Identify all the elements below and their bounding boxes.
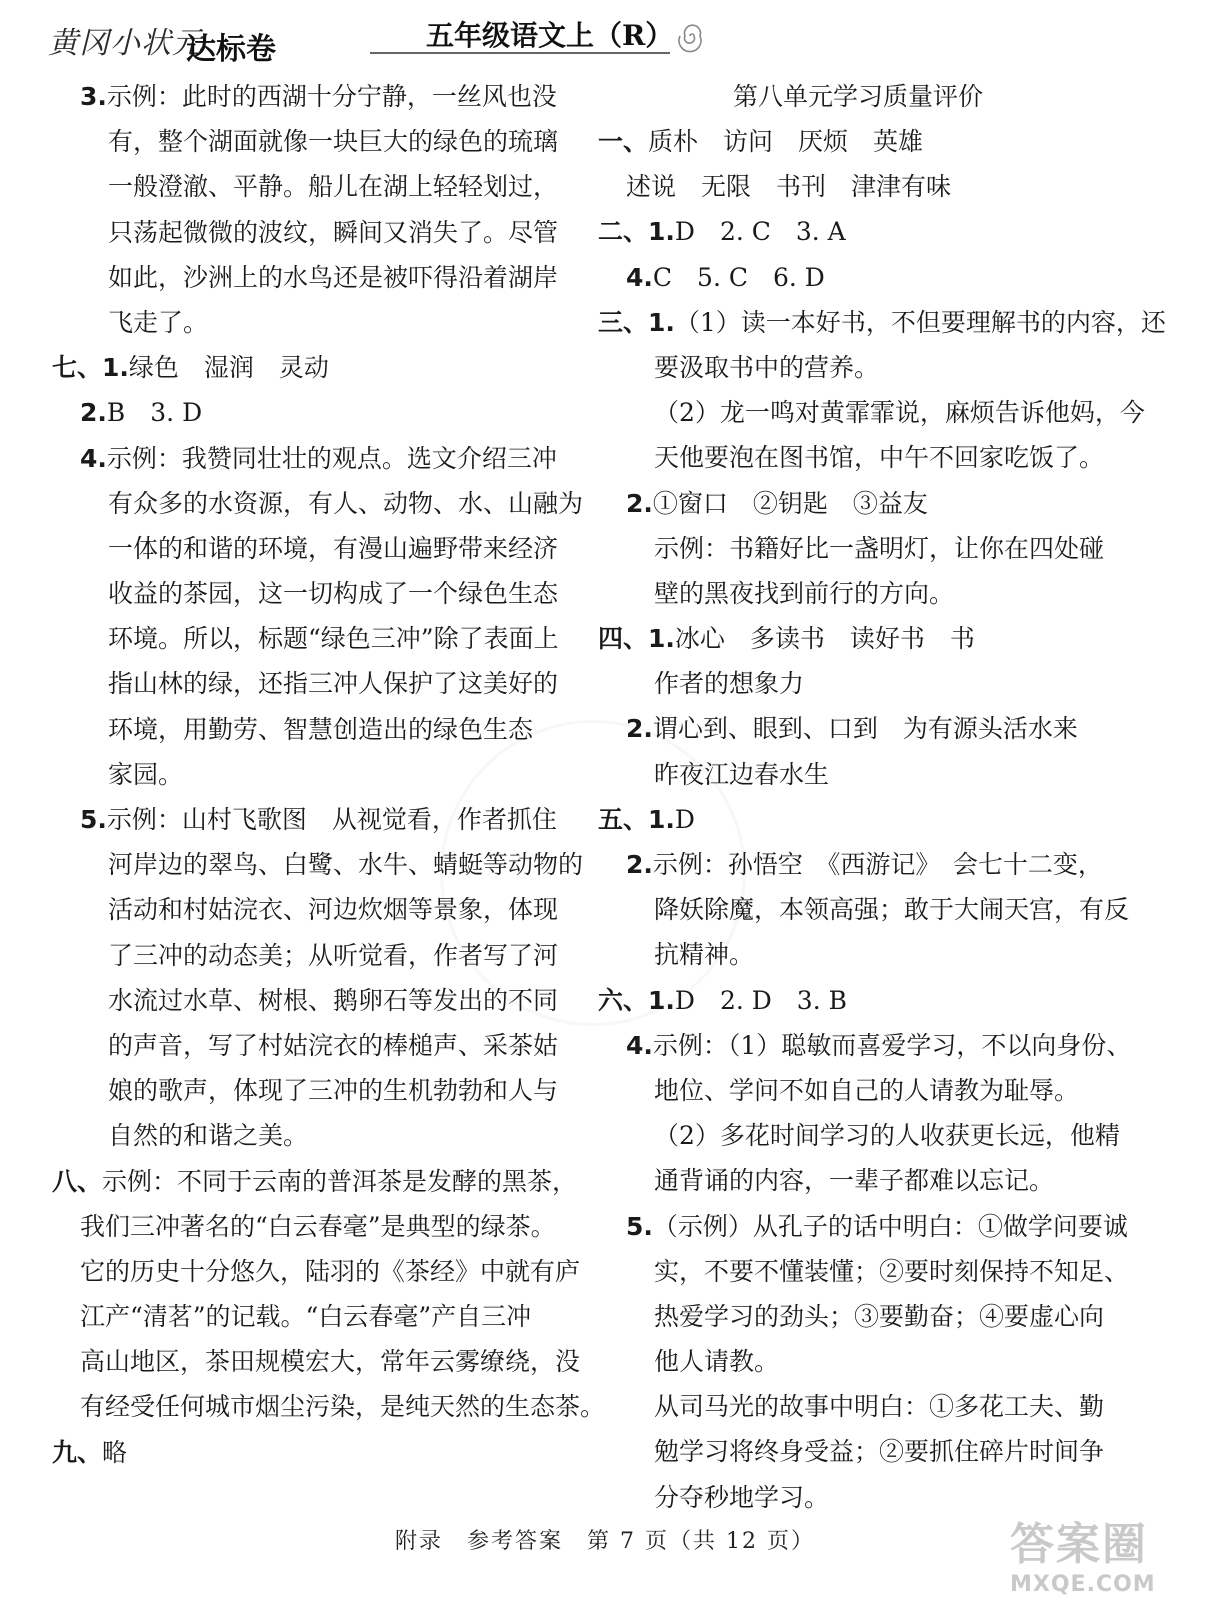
answer-text: 分夺秒地学习。 xyxy=(654,1482,830,1512)
brand-tag: 达标卷 xyxy=(186,32,276,67)
answer-line xyxy=(52,842,584,887)
answer-text: 水流过水草、树根、鹅卵石等发出的不同 xyxy=(108,985,559,1015)
answer-line xyxy=(598,481,1118,526)
stamp-title: 答案圈 xyxy=(1010,1519,1148,1570)
answer-text: 有，整个湖面就像一块巨大的绿色的琉璃 xyxy=(108,127,559,157)
answer-text: 了三冲的动态美；从听觉看，作者写了河 xyxy=(108,940,559,970)
answer-text: 环境，用勤劳、智慧创造出的绿色生态 xyxy=(108,714,534,744)
item-number: 5. xyxy=(626,1211,653,1241)
answer-line xyxy=(598,1339,1118,1384)
answer-line xyxy=(598,932,1118,977)
answer-line xyxy=(52,1249,581,1294)
answer-text: 的声音，写了村姑浣衣的棒槌声、采茶姑 xyxy=(108,1030,559,1060)
answer-line xyxy=(52,345,562,390)
answer-text: 活动和村姑浣衣、河边炊烟等景象，体现 xyxy=(108,895,559,925)
answer-text: 示例：不同于云南的普洱茶是发酵的黑茶， xyxy=(102,1166,578,1196)
answer-text: 壁的黑夜找到前行的方向。 xyxy=(654,578,955,608)
item-number: 二、1. xyxy=(598,217,675,247)
answer-line xyxy=(598,1068,1118,1113)
item-number: 五、1. xyxy=(598,804,675,834)
answer-text: 示例：（1）聪敏而喜爱学习，不以向身份、 xyxy=(652,1030,1132,1060)
answer-text: 他人请教。 xyxy=(654,1347,780,1377)
left-column xyxy=(52,74,606,1475)
answer-text: 有众多的水资源，有人、动物、水、山融为 xyxy=(108,488,584,518)
answer-line xyxy=(598,661,1118,706)
answer-line xyxy=(598,1249,1130,1294)
answer-text: 地位、学问不如自己的人请教为耻辱。 xyxy=(654,1075,1080,1105)
answer-text: 指山林的绿，还指三冲人保护了这美好的 xyxy=(108,669,559,699)
answer-line xyxy=(52,390,562,435)
answer-text: 只荡起微微的波纹，瞬间又消失了。尽管 xyxy=(108,217,559,247)
answer-text: 一体的和谐的环境，有漫山遍野带来经济 xyxy=(108,533,559,563)
answer-line xyxy=(52,707,562,752)
answer-line xyxy=(598,435,1118,480)
item-number: 一、 xyxy=(598,127,649,156)
item-number: 四、1. xyxy=(598,624,675,654)
item-number: 2. xyxy=(626,488,653,518)
answer-text: D 2. C 3. A xyxy=(674,217,846,247)
answer-text: 从司马光的故事中明白：①多花工夫、勤 xyxy=(654,1392,1105,1422)
item-number: 4. xyxy=(80,443,107,473)
item-number: 5. xyxy=(80,805,107,834)
answer-text: 收益的茶园，这一切构成了一个绿色生态 xyxy=(108,579,559,609)
answer-text: 示例：此时的西湖十分宁静，一丝风也没 xyxy=(106,82,557,111)
answer-text: 要汲取书中的营养。 xyxy=(654,352,880,382)
item-number: 2. xyxy=(626,714,653,744)
answer-text: 示例：我赞同壮壮的观点。选文介绍三冲 xyxy=(106,443,557,473)
answer-line xyxy=(52,752,562,797)
answer-line xyxy=(598,752,1118,797)
answer-text: 示例：孙悟空 《西游记》 会七十二变， xyxy=(652,850,1103,879)
answer-line xyxy=(52,436,562,481)
answer-line xyxy=(598,1204,1128,1249)
answer-line xyxy=(598,1158,1118,1203)
answer-text: 实，不要不懂装懂；②要时刻保持不知足、 xyxy=(654,1256,1130,1286)
answer-text: 一般澄澈、平静。船儿在湖上轻轻划过， xyxy=(108,172,559,202)
answer-line xyxy=(52,1294,562,1339)
answer-line xyxy=(598,345,1118,390)
answer-line xyxy=(598,1113,1118,1158)
answer-line xyxy=(52,661,562,706)
answer-line xyxy=(598,255,1118,300)
brand-logo: 黄冈小状元 xyxy=(48,26,203,61)
swirl-icon xyxy=(674,18,710,54)
answer-line xyxy=(598,797,1118,842)
answer-line xyxy=(598,978,1118,1023)
answer-line xyxy=(52,74,562,119)
answer-line xyxy=(52,164,562,209)
answer-text: 自然的和谐之美。 xyxy=(108,1121,309,1151)
answer-text: 它的历史十分悠久，陆羽的《茶经》中就有庐 xyxy=(80,1256,581,1286)
answer-text: 家园。 xyxy=(108,759,184,789)
answer-text: （1）读一本好书，不但要理解书的内容，还 xyxy=(674,307,1166,337)
right-answers xyxy=(598,119,1166,1520)
answer-text: C 5. C 6. D xyxy=(652,262,825,292)
answer-text: 娘的歌声，体现了三冲的生机勃勃和人与 xyxy=(108,1076,559,1106)
answer-line xyxy=(598,300,1166,345)
answer-line xyxy=(598,1384,1118,1429)
answer-line xyxy=(52,1384,606,1429)
answer-text: 如此，沙洲上的水鸟还是被吓得沿着湖岸 xyxy=(108,262,559,292)
answer-text: 绿色 湿润 灵动 xyxy=(128,353,329,383)
answer-line xyxy=(598,209,1118,254)
answer-line xyxy=(598,1429,1118,1474)
answer-line xyxy=(52,978,562,1023)
answer-text: 示例：书籍好比一盏明灯，让你在四处碰 xyxy=(654,533,1105,563)
item-number: 八、 xyxy=(52,1166,103,1196)
answer-text: 有经受任何城市烟尘污染，是纯天然的生态茶。 xyxy=(80,1392,606,1422)
answer-line xyxy=(52,119,562,164)
answer-line xyxy=(52,1204,562,1249)
answer-text: 勉学习将终身受益；②要抓住碎片时间争 xyxy=(654,1437,1105,1467)
stamp-url: MXQE.COM xyxy=(1010,1572,1156,1597)
answer-text: （2）龙一鸣对黄霏霏说，麻烦告诉他妈，今 xyxy=(654,398,1145,428)
answer-line xyxy=(52,1068,562,1113)
answer-text: 高山地区，茶田规模宏大，常年云雾缭绕，没 xyxy=(80,1347,581,1377)
answer-line xyxy=(598,390,1145,435)
right-column xyxy=(598,74,1166,1520)
answer-line xyxy=(598,616,1118,661)
answer-line xyxy=(52,1430,562,1475)
item-number: 六、1. xyxy=(598,985,675,1015)
answer-line xyxy=(52,1339,581,1384)
answer-line xyxy=(52,481,584,526)
answer-text: 昨夜江边春水生 xyxy=(654,759,830,789)
answer-text: 飞走了。 xyxy=(108,307,209,337)
answer-text: 热爱学习的劲头；③要勤奋；④要虚心向 xyxy=(654,1301,1105,1331)
answer-text: 述说 无限 书刊 津津有味 xyxy=(626,172,952,202)
answer-line xyxy=(52,571,562,616)
answer-line xyxy=(598,526,1118,571)
site-stamp xyxy=(1010,1508,1190,1597)
answer-line xyxy=(598,1023,1132,1068)
section-title: 第八单元学习质量评价 xyxy=(732,82,983,111)
answer-text: 河岸边的翠鸟、白鹭、水牛、蜻蜓等动物的 xyxy=(108,850,584,880)
answer-text: 冰心 多读书 读好书 书 xyxy=(674,624,975,654)
answer-text: （2）多花时间学习的人收获更长远，他精 xyxy=(654,1121,1120,1151)
answer-text: 我们三冲著名的“白云春毫”是典型的绿茶。 xyxy=(80,1211,556,1241)
answer-text: 天他要泡在图书馆，中午不回家吃饭了。 xyxy=(654,443,1105,473)
answer-line xyxy=(598,706,1118,751)
answer-line xyxy=(598,887,1130,932)
answer-text: （示例）从孔子的话中明白：①做学问要诚 xyxy=(652,1211,1128,1241)
answer-line xyxy=(52,300,562,345)
answer-text: 略 xyxy=(102,1437,128,1467)
answer-line xyxy=(52,255,562,300)
page-footer: 附录 参考答案 第 7 页（共 12 页） xyxy=(395,1529,815,1554)
answer-line xyxy=(52,887,562,932)
answer-line xyxy=(52,1113,562,1158)
item-number: 2. xyxy=(80,398,107,428)
item-number: 4. xyxy=(626,262,653,292)
header-divider xyxy=(370,52,670,54)
page-header xyxy=(0,0,1210,70)
answer-text: 降妖除魔，本领高强；敢于大闹天宫，有反 xyxy=(654,895,1130,925)
answer-text: 环境。所以，标题“绿色三冲”除了表面上 xyxy=(108,624,559,654)
answer-line xyxy=(52,933,562,978)
item-number: 3. xyxy=(80,82,107,111)
answer-line xyxy=(52,1159,578,1204)
answer-text: ①窗口 ②钥匙 ③益友 xyxy=(652,488,928,518)
subject-title: 五年级语文上（R） xyxy=(426,19,674,52)
answer-line xyxy=(598,164,1118,209)
answer-line xyxy=(598,1294,1118,1339)
answer-line xyxy=(52,526,562,571)
answer-text: 示例：山村飞歌图 从视觉看，作者抓住 xyxy=(106,805,557,834)
answer-text: B 3. D xyxy=(106,398,203,428)
item-number: 2. xyxy=(626,850,653,879)
answer-text: 通背诵的内容，一辈子都难以忘记。 xyxy=(654,1166,1055,1196)
answer-text: D xyxy=(674,804,695,834)
answer-line xyxy=(52,210,562,255)
answer-text: 谓心到、眼到、口到 为有源头活水来 xyxy=(652,714,1078,744)
answer-text: 作者的想象力 xyxy=(654,669,805,699)
answer-line xyxy=(598,842,1118,887)
answer-line xyxy=(598,119,1118,164)
answer-text: 抗精神。 xyxy=(654,940,755,970)
answer-text: 质朴 访问 厌烦 英雄 xyxy=(648,127,924,156)
answer-text: D 2. D 3. B xyxy=(674,985,847,1015)
answer-text: 江产“清茗”的记载。“白云春毫”产自三冲 xyxy=(80,1302,532,1332)
item-number: 七、1. xyxy=(52,353,129,383)
item-number: 4. xyxy=(626,1030,653,1060)
answer-line xyxy=(598,571,1118,616)
item-number: 九、 xyxy=(52,1437,103,1467)
item-number: 三、1. xyxy=(598,307,675,337)
answer-line xyxy=(52,797,562,842)
answer-line xyxy=(52,1023,562,1068)
answer-line xyxy=(52,616,562,661)
